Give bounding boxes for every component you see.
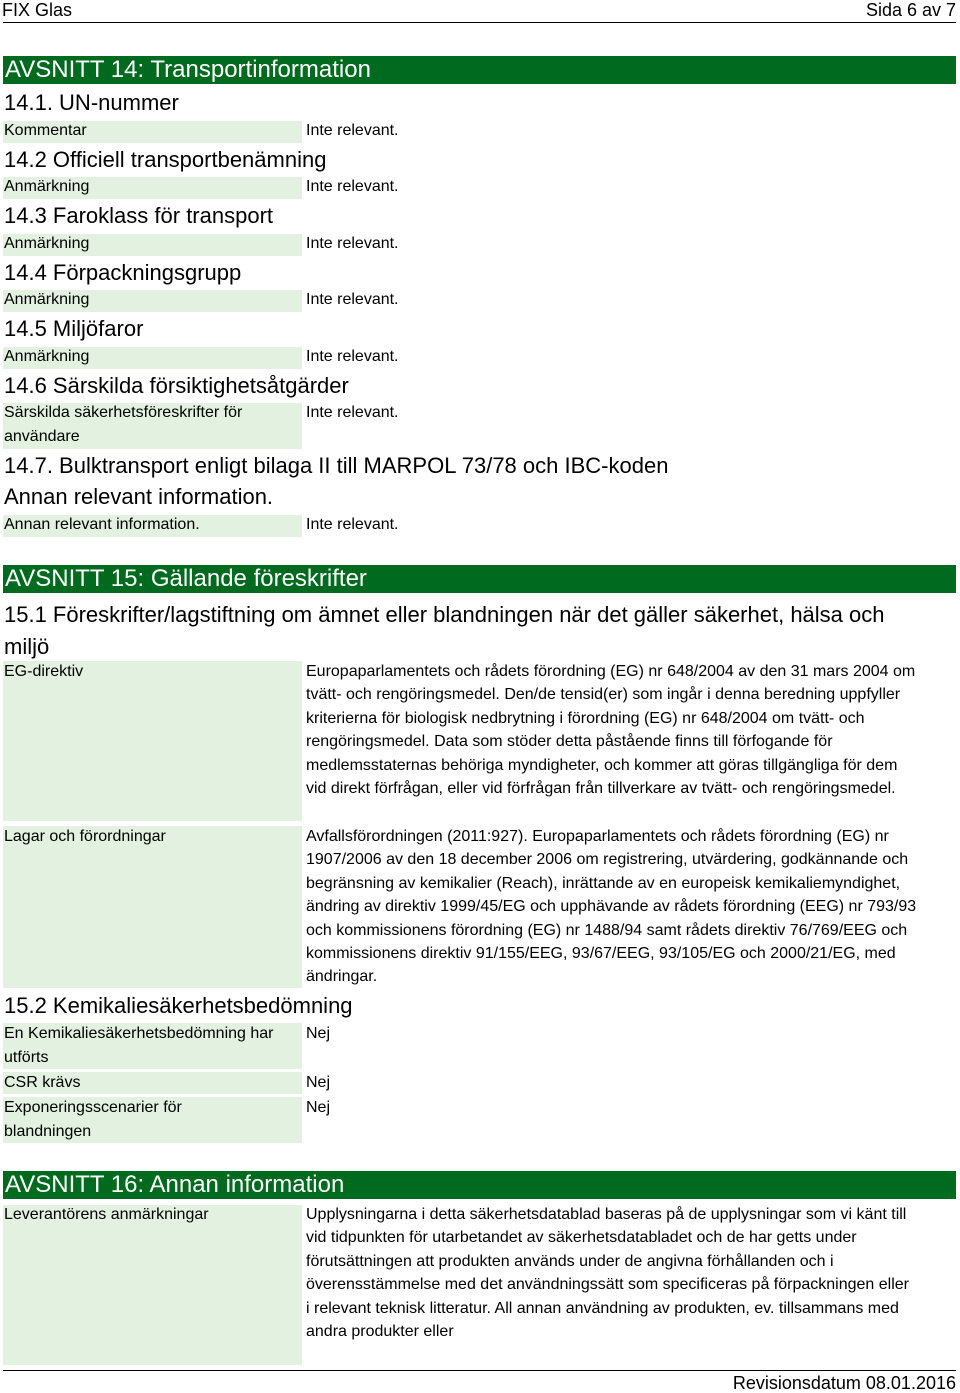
heading-14-4: 14.4 Förpackningsgrupp [4, 260, 242, 285]
heading-14-3: 14.3 Faroklass för transport [4, 203, 274, 228]
label-anmarkning: Anmärkning [4, 235, 90, 252]
value-14-3: Inte relevant. [306, 235, 399, 252]
value-14-5: Inte relevant. [306, 348, 399, 365]
value-eg-direktiv: Europaparlamentets och rådets förordning (EG) nr 648/2004 av den 31 mars 2004 om tvätt- och rengöringsmedel. Den/de tensid(er) som ingår i denna beredning uppfyller kriterierna för biologisk nedbrytning i förordning (EG) nr 648/2004 om tvätt- och rengöringsmedel. Data som stöder detta påstående finns till förfogande för medlemsstaternas behöriga myndigheter, och kommer att göras tillgängliga för dem vid direkt förfrågan, eller vid förfrågan från tillverkare av tvätt- och rengöringsmedel. [306, 663, 916, 798]
label-sarskilda-sakerhetsforeskrifter: Särskilda säkerhetsföreskrifter för användare [4, 404, 243, 445]
heading-14-6: 14.6 Särskilda försiktighetsåtgärder [4, 373, 349, 398]
heading-14-2: 14.2 Officiell transportbenämning [4, 147, 327, 172]
label-background [3, 661, 302, 821]
document-name: FIX Glas [2, 0, 73, 20]
value-14-1: Inte relevant. [306, 122, 399, 139]
footer-divider [3, 1370, 956, 1371]
label-lagar-och-forordningar: Lagar och förordningar [4, 828, 166, 845]
heading-15-1: 15.1 Föreskrifter/lagstiftning om ämnet eller blandningen när det gäller säkerhet, hälsa och miljö [4, 602, 885, 659]
heading-15-2: 15.2 Kemikaliesäkerhetsbedömning [4, 993, 353, 1018]
heading-14-7: 14.7. Bulktransport enligt bilaga II till MARPOL 73/78 och IBC-koden [4, 453, 669, 478]
section-14-title: AVSNITT 14: Transportinformation [3, 56, 956, 84]
value-leverantorens-anmarkningar: Upplysningarna i detta säkerhetsdatablad baseras på de upplysningar som vi känt till vid tidpunkten för utarbetandet av säkerhetsdatabladet och de har getts under förutsättningen att produkten används under de angivna förhållanden och i överensstämmelse med det användningssätt som specificeras på förpackningen eller i relevant teknisk litteratur. All annan användning av produkten, ev. tillsammans med andra produkter eller [306, 1206, 909, 1341]
value-14-7: Inte relevant. [306, 516, 399, 533]
value-14-2: Inte relevant. [306, 178, 399, 195]
page-number: Sida 6 av 7 [865, 0, 956, 20]
value-14-6: Inte relevant. [306, 404, 399, 421]
label-anmarkning: Anmärkning [4, 348, 90, 365]
label-kommentar: Kommentar [4, 122, 87, 139]
heading-14-7-other: Annan relevant information. [4, 484, 274, 509]
heading-14-1: 14.1. UN-nummer [4, 90, 179, 115]
heading-14-5: 14.5 Miljöfaror [4, 316, 144, 341]
label-anmarkning: Anmärkning [4, 178, 90, 195]
section-15-title: AVSNITT 15: Gällande föreskrifter [3, 565, 956, 593]
label-annan-information: Annan relevant information. [4, 516, 200, 533]
label-exponeringsscenarier: Exponeringsscenarier för blandningen [4, 1099, 182, 1140]
label-leverantorens-anmarkningar: Leverantörens anmärkningar [4, 1206, 209, 1223]
section-16-title: AVSNITT 16: Annan information [3, 1171, 956, 1199]
value-csr-kravs: Nej [306, 1074, 331, 1091]
revision-date: Revisionsdatum 08.01.2016 [732, 1373, 956, 1393]
value-exponeringsscenarier: Nej [306, 1099, 331, 1116]
value-kemikaliesakerhetsbedomning: Nej [306, 1025, 331, 1042]
value-14-4: Inte relevant. [306, 291, 399, 308]
label-background [3, 1205, 302, 1365]
label-csr-kravs: CSR krävs [4, 1074, 81, 1091]
label-background [3, 826, 302, 988]
header-divider [3, 22, 956, 23]
label-eg-direktiv: EG-direktiv [4, 663, 84, 680]
label-anmarkning: Anmärkning [4, 291, 90, 308]
value-lagar-och-forordningar: Avfallsförordningen (2011:927). Europaparlamentets och rådets förordning (EG) nr 1907/2006 av den 18 december 2006 om registrering, utvärdering, godkännande och begränsning av kemikalier (Reach), inrättande av en europeisk kemikaliemyndighet, ändring av direktiv 1999/45/EG och upphävande av rådets förordning (EEG) nr 793/93 och kommissionens förordning (EG) nr 1488/94 samt rådets direktiv 76/769/EEG och kommissionens direktiv 91/155/EEG, 93/67/EEG, 93/105/EG och 2000/21/EG, med ändringar. [306, 828, 917, 986]
label-kemikaliesakerhetsbedomning: En Kemikaliesäkerhetsbedömning har utförts [4, 1025, 274, 1066]
